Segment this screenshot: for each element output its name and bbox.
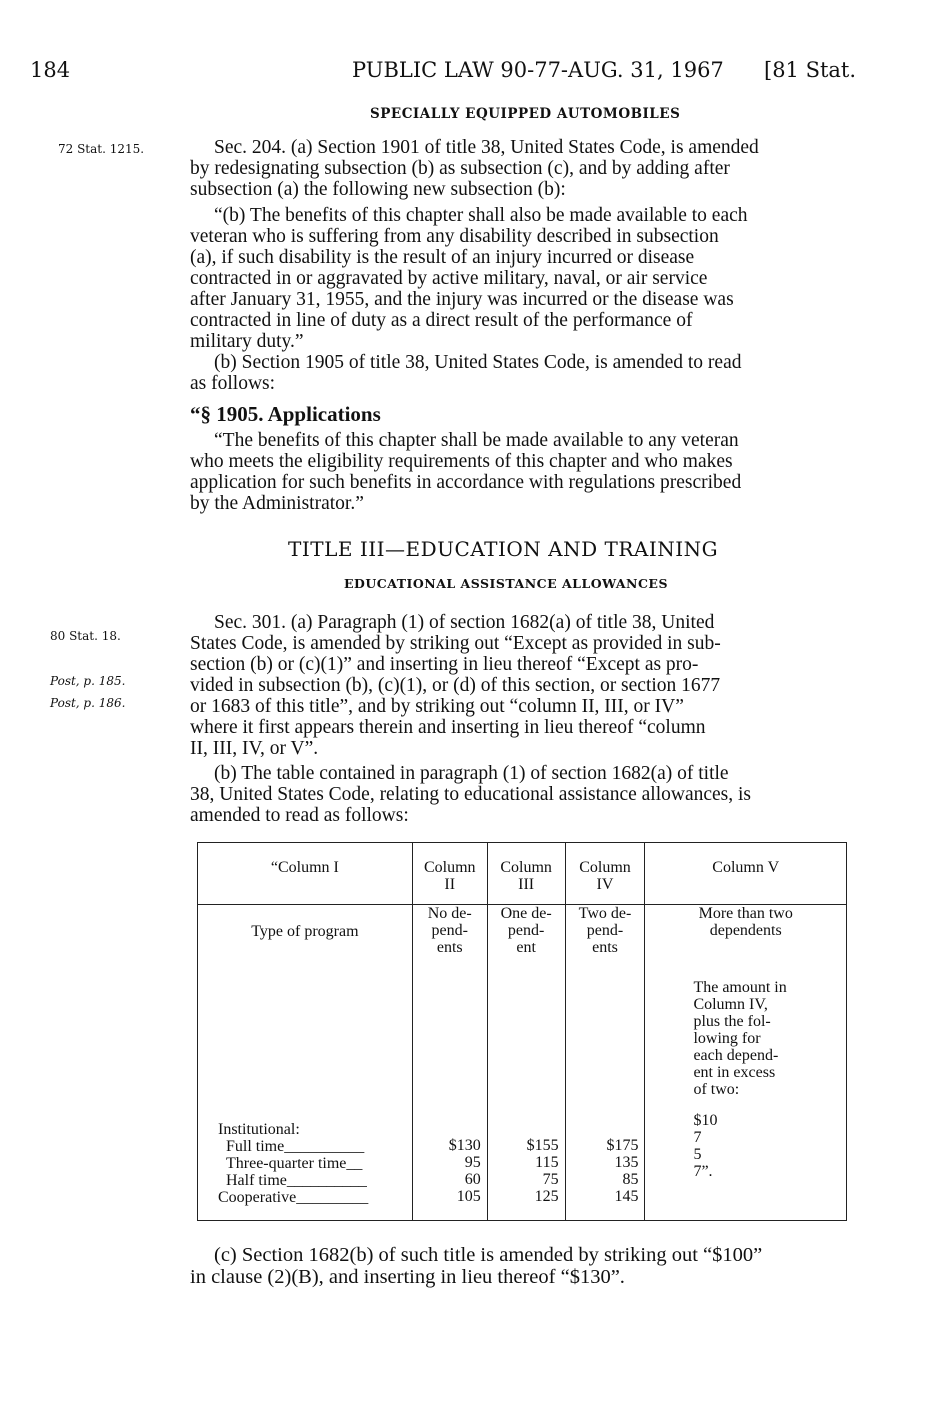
section-301-c bbox=[190, 1244, 850, 1288]
text-line: where it first appears therein and inserting in lieu thereof “column bbox=[190, 717, 706, 738]
cell-value: 135 bbox=[614, 1154, 639, 1171]
text-line: States Code, is amended by striking out “Except as provided in sub- bbox=[190, 633, 721, 654]
header-text: Column V bbox=[712, 859, 780, 876]
text-line: by redesignating subsection (b) as subsection (c), and by adding after bbox=[190, 158, 730, 179]
cell-value: 125 bbox=[534, 1188, 559, 1205]
table-header-col3 bbox=[487, 843, 565, 905]
text-line: 38, United States Code, relating to educational assistance allowances, is bbox=[190, 784, 752, 805]
text-line: amended to read as follows: bbox=[190, 805, 409, 826]
sub-header: ents bbox=[436, 939, 463, 956]
cell-value: 95 bbox=[464, 1154, 481, 1171]
header-text: Column bbox=[579, 859, 631, 876]
table-header-col4 bbox=[565, 843, 645, 905]
row-label: Full time__________ bbox=[226, 1138, 365, 1155]
sub-header: ent bbox=[516, 939, 536, 956]
note-line: lowing for bbox=[693, 1030, 761, 1047]
table-col5-body bbox=[645, 905, 847, 1221]
note-line: ent in excess bbox=[693, 1064, 776, 1081]
text-line: Sec. 204. (a) Section 1901 of title 38, United States Code, is amended bbox=[214, 137, 759, 158]
text-line: (a), if such disability is the result of an injury incurred or disease bbox=[190, 247, 695, 268]
table-col2-body bbox=[412, 905, 487, 1221]
text-line: section (b) or (c)(1)” and inserting in lieu thereof “Except as pro- bbox=[190, 654, 699, 675]
note-line: The amount in bbox=[693, 979, 787, 996]
cell-value: $10 bbox=[693, 1112, 718, 1129]
quote-subsection-b bbox=[190, 205, 850, 352]
text-line: after January 31, 1955, and the injury was incurred or the disease was bbox=[190, 289, 734, 310]
header-text: IV bbox=[596, 876, 614, 893]
text-line: Sec. 301. (a) Paragraph (1) of section 1682(a) of title 38, United bbox=[214, 612, 715, 633]
sub-header: ents bbox=[592, 939, 618, 956]
group-label: Institutional: bbox=[218, 1121, 300, 1138]
margin-note: Post, p. 185. bbox=[50, 674, 126, 688]
row-label: Half time__________ bbox=[226, 1172, 367, 1189]
sub-header: One de- bbox=[500, 905, 552, 922]
note-line: Column IV, bbox=[693, 996, 768, 1013]
allowance-table bbox=[197, 842, 847, 1221]
margin-note: Post, p. 186. bbox=[50, 696, 126, 710]
cell-value: 75 bbox=[542, 1171, 559, 1188]
column-v-note bbox=[645, 939, 846, 1098]
section-204-b bbox=[190, 352, 850, 394]
section-204-a bbox=[190, 137, 850, 200]
note-line: plus the fol- bbox=[693, 1013, 771, 1030]
text-line: veteran who is suffering from any disability described in subsection bbox=[190, 226, 719, 247]
text-line: (b) Section 1905 of title 38, United States Code, is amended to read bbox=[214, 352, 742, 373]
text-line: in clause (2)(B), and inserting in lieu thereof “$130”. bbox=[190, 1266, 625, 1288]
note-line: each depend- bbox=[693, 1047, 779, 1064]
section-caption-education: EDUCATIONAL ASSISTANCE ALLOWANCES bbox=[344, 576, 668, 591]
text-line: II, III, IV, or V”. bbox=[190, 738, 319, 759]
sub-header: pend- bbox=[431, 922, 468, 939]
text-line: (c) Section 1682(b) of such title is amended by striking out “$100” bbox=[214, 1244, 763, 1266]
text-line: “The benefits of this chapter shall be made available to any veteran bbox=[214, 430, 739, 451]
table-header-col2 bbox=[412, 843, 487, 905]
text-line: as follows: bbox=[190, 373, 276, 394]
header-text: II bbox=[444, 876, 456, 893]
header-text: Column bbox=[423, 859, 476, 876]
cell-value: $130 bbox=[448, 1137, 481, 1154]
cell-value: 145 bbox=[614, 1188, 639, 1205]
note-line: of two: bbox=[693, 1081, 740, 1098]
text-line: by the Administrator.” bbox=[190, 493, 364, 514]
section-caption-automobiles: SPECIALLY EQUIPPED AUTOMOBILES bbox=[370, 106, 681, 122]
text-line: (b) The table contained in paragraph (1) of section 1682(a) of title bbox=[214, 763, 729, 784]
text-line: subsection (a) the following new subsection (b): bbox=[190, 179, 566, 200]
title-heading: TITLE III—EDUCATION AND TRAINING bbox=[288, 537, 719, 561]
sub-header: Two de- bbox=[578, 905, 632, 922]
text-line: vided in subsection (b), (c)(1), or (d) of this section, or section 1677 bbox=[190, 675, 721, 696]
table-col4-body bbox=[565, 905, 645, 1221]
header-text: Column bbox=[500, 859, 552, 876]
text-line: contracted in line of duty as a direct result of the performance of bbox=[190, 310, 693, 331]
text-line: “(b) The benefits of this chapter shall also be made available to each bbox=[214, 205, 748, 226]
volume-citation: [81 Stat. bbox=[764, 58, 857, 82]
row-label: Cooperative_________ bbox=[218, 1189, 369, 1206]
page-number: 184 bbox=[30, 58, 71, 82]
sub-header: More than two bbox=[698, 905, 793, 922]
table-col1-body bbox=[198, 905, 413, 1221]
row-label: Three-quarter time__ bbox=[226, 1155, 363, 1172]
header-text: III bbox=[518, 876, 535, 893]
cell-value: 7”. bbox=[693, 1163, 713, 1180]
cell-value: 85 bbox=[622, 1171, 639, 1188]
quote-1905 bbox=[190, 430, 850, 514]
cell-value: 5 bbox=[693, 1146, 702, 1163]
margin-note: 72 Stat. 1215. bbox=[58, 142, 145, 156]
margin-note: 80 Stat. 18. bbox=[50, 629, 121, 643]
heading-1905: “§ 1905. Applications bbox=[190, 402, 381, 426]
sub-header: dependents bbox=[709, 922, 782, 939]
header-text: “Column I bbox=[270, 859, 339, 876]
table-col3-body bbox=[487, 905, 565, 1221]
sub-header: No de- bbox=[427, 905, 472, 922]
section-301-a bbox=[190, 612, 850, 759]
cell-value: 105 bbox=[456, 1188, 481, 1205]
table-header-col1 bbox=[198, 843, 413, 905]
sub-header: pend- bbox=[507, 922, 545, 939]
text-line: who meets the eligibility requirements of this chapter and who makes bbox=[190, 451, 733, 472]
text-line: military duty.” bbox=[190, 331, 304, 352]
sub-header: pend- bbox=[586, 922, 624, 939]
text-line: application for such benefits in accordance with regulations prescribed bbox=[190, 472, 742, 493]
cell-value: $155 bbox=[526, 1137, 559, 1154]
program-type-label: Type of program bbox=[251, 923, 359, 940]
cell-value: 60 bbox=[464, 1171, 481, 1188]
section-301-b bbox=[190, 763, 850, 826]
table-header-col5 bbox=[645, 843, 847, 905]
cell-value: $175 bbox=[606, 1137, 639, 1154]
running-title: PUBLIC LAW 90-77-AUG. 31, 1967 bbox=[352, 58, 724, 82]
cell-value: 115 bbox=[535, 1154, 559, 1171]
cell-value: 7 bbox=[693, 1129, 702, 1146]
text-line: contracted in or aggravated by active military, naval, or air service bbox=[190, 268, 708, 289]
text-line: or 1683 of this title”, and by striking out “column II, III, or IV” bbox=[190, 696, 684, 717]
